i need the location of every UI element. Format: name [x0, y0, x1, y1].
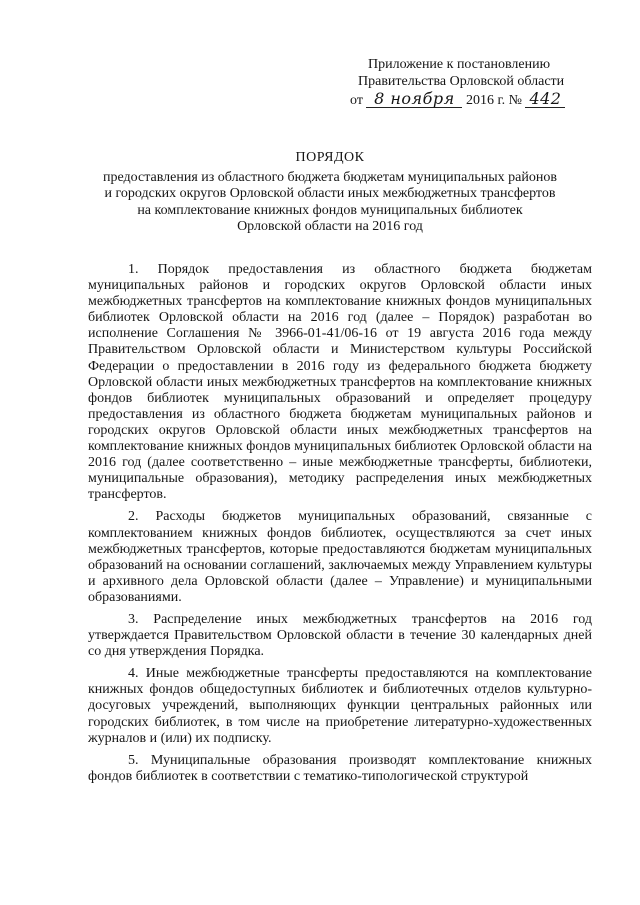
title-subtitle-line: и городских округов Орловской области иных межбюджетных трансфертов: [104, 186, 556, 201]
date-prefix: от: [350, 93, 363, 108]
title-subtitle-line: предоставления из областного бюджета бюджетам муниципальных районов: [103, 169, 557, 185]
appendix-date-line: [350, 90, 610, 110]
document-title: [80, 150, 580, 236]
appendix-line-1: Приложение к постановлению: [368, 57, 551, 72]
appendix-line-2: Правительства Орловской области: [358, 74, 565, 89]
paragraph-4: 4. Иные межбюджетные трансферты предоставляются на комплектование книжных фондов общедоступных библиотек и библиотечных отделов культурно-досуговых учреждений, выполняющих функции центральных районных или городских библиотек, в том числе на приобретение литературно-художественных журналов и (или) их подписку.: [88, 666, 592, 746]
title-subtitle-line: Орловской области на 2016 год: [237, 219, 423, 234]
paragraph-1: 1. Порядок предоставления из областного бюджета бюджетам муниципальных районов и городских округов Орловской области иных межбюджетных трансфертов на комплектование книжных фондов муниципальных библиотек Орловской области на 2016 год (далее – Порядок) разработан во исполнение Соглашения № 3966-01-41/06-16 от 19 августа 2016 года между Правительством Орловской области и Министерством культуры Российской Федерации о предоставлении в 2016 году из федерального бюджета бюджету Орловской области иных межбюджетных трансфертов на комплектование книжных фондов библиотек муниципальных образований и определяет процедуру предоставления из областного бюджета бюджетам муниципальных районов и городских округов Орловской области иных межбюджетных трансфертов на комплектование книжных фондов муниципальных библиотек Орловской области на 2016 год (далее соответственно – иные межбюджетные трансферты, библиотеки, муниципальные образования), методику распределения иных межбюджетных трансфертов.: [88, 262, 592, 503]
handwritten-date: 8 ноября: [366, 90, 462, 108]
title-subtitle-line: на комплектование книжных фондов муниципальных библиотек: [137, 202, 523, 218]
title-heading: ПОРЯДОК: [295, 150, 365, 165]
handwritten-number: 442: [525, 90, 565, 108]
year-number-label: 2016 г. №: [465, 93, 522, 108]
document-body: [88, 262, 592, 791]
paragraph-2: 2. Расходы бюджетов муниципальных образований, связанные с комплектованием книжных фондов библиотек, осуществляются за счет иных межбюджетных трансфертов, которые предоставляются бюджетам муниципальных образований на основании соглашений, заключаемых между Управлением культуры и архивного дела Орловской области (далее – Управление) и муниципальными образованиями.: [88, 509, 592, 605]
paragraph-5: 5. Муниципальные образования производят комплектование книжных фондов библиотек в соответствии с тематико-типологической структурой: [88, 752, 592, 784]
paragraph-3: 3. Распределение иных межбюджетных трансфертов на 2016 год утверждается Правительством Орловской области в течение 30 календарных дней со дня утверждения Порядка.: [88, 611, 592, 660]
appendix-header: [350, 56, 610, 110]
